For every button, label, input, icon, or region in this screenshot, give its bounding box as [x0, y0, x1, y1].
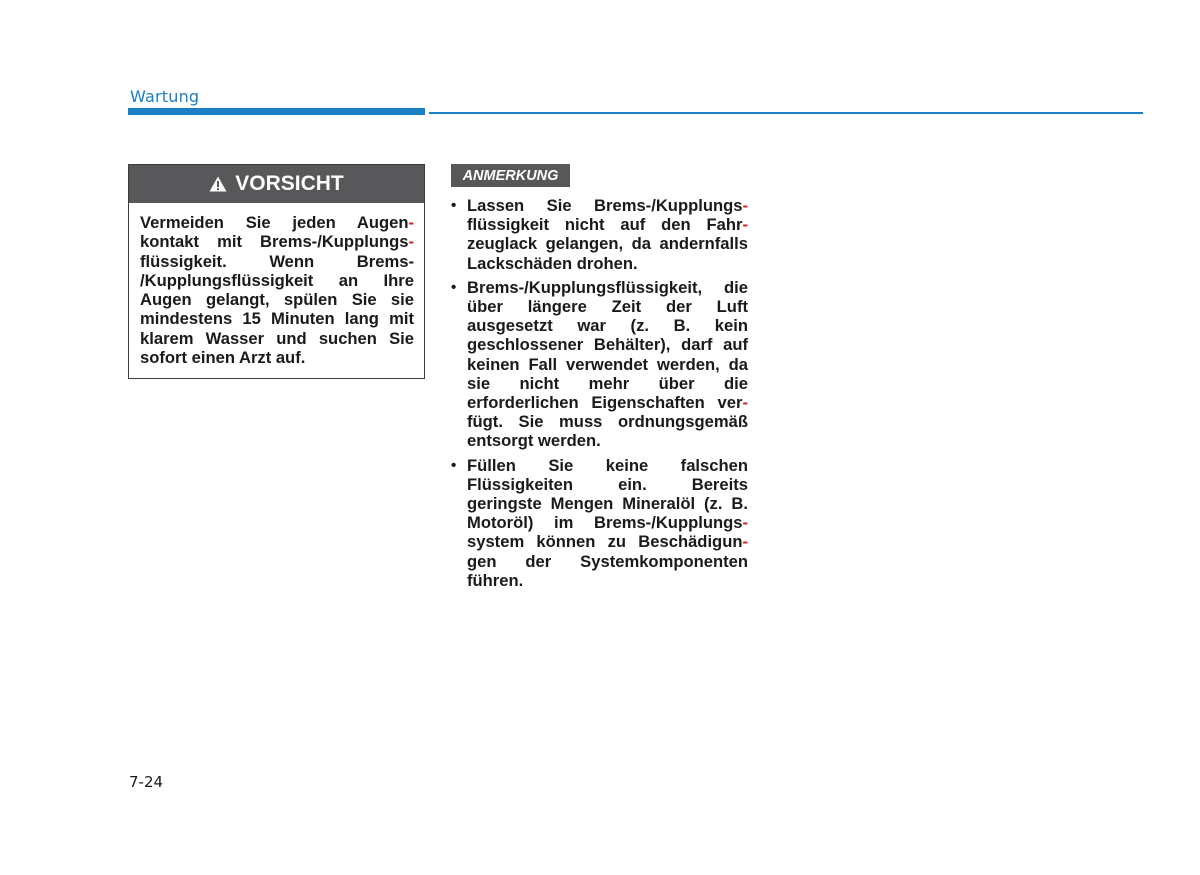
text-line	[467, 316, 748, 335]
text-line-content: /Kupplungsflüssigkeit an Ihre	[140, 270, 414, 290]
hyphen-mark: -	[742, 215, 748, 235]
section-title: Wartung	[130, 87, 200, 106]
text-line	[467, 335, 748, 354]
text-line-content: erforderlichen Eigenschaften ver	[467, 393, 743, 413]
text-line-content: Motoröl) im Brems-/Kupplungs	[467, 513, 743, 533]
bullet-icon: •	[451, 456, 457, 474]
text-line-content: Brems-/Kupplungsflüssigkeit, die	[467, 277, 748, 297]
hyphen-mark: -	[742, 393, 748, 413]
text-line-content: zeuglack gelangen, da andernfalls	[467, 234, 748, 254]
text-line-content: keinen Fall verwendet werden, da	[467, 354, 748, 374]
hyphen-mark: -	[742, 513, 748, 533]
text-line-content: Füllen Sie keine falschen	[467, 455, 748, 475]
page-number: 7-24	[129, 773, 164, 791]
text-line	[467, 552, 748, 571]
text-line-content: entsorgt werden.	[467, 431, 601, 451]
text-line-content: Augen gelangt, spülen Sie sie	[140, 290, 414, 310]
caution-header	[129, 165, 424, 203]
text-line-content: sofort einen Arzt auf.	[140, 348, 306, 368]
text-line	[140, 348, 414, 367]
text-line	[467, 355, 748, 374]
text-line-content: sie nicht mehr über die	[467, 373, 748, 393]
text-line	[467, 278, 748, 297]
text-line	[467, 532, 748, 551]
bullet-icon: •	[451, 197, 457, 214]
text-line-content: gen der Systemkomponenten	[467, 551, 748, 571]
text-line-content: Lackschäden drohen.	[467, 253, 638, 273]
text-line	[467, 513, 748, 532]
text-line	[467, 393, 748, 412]
text-line	[140, 213, 414, 232]
text-line	[467, 215, 748, 234]
text-line	[140, 290, 414, 309]
text-line-content: flüssigkeit nicht auf den Fahr	[467, 215, 743, 235]
text-line	[467, 431, 748, 450]
text-line	[467, 374, 748, 393]
caution-box	[128, 164, 425, 379]
text-line-content: mindestens 15 Minuten lang mit	[140, 309, 414, 329]
header-rule-thick	[128, 108, 425, 115]
text-line	[467, 571, 748, 590]
note-list	[451, 196, 748, 595]
hyphen-mark: -	[408, 232, 414, 252]
warning-triangle-icon	[209, 176, 227, 192]
caution-heading: VORSICHT	[235, 172, 344, 195]
hyphen-mark: -	[742, 196, 748, 215]
text-line	[467, 456, 748, 475]
text-line-content: ausgesetzt war (z. B. kein	[467, 316, 748, 336]
text-line	[140, 329, 414, 348]
text-line-content: führen.	[467, 570, 524, 590]
text-line	[467, 297, 748, 316]
text-line	[467, 234, 748, 253]
text-line	[140, 309, 414, 328]
text-line-content: klarem Wasser und suchen Sie	[140, 328, 414, 348]
header-rule-thin	[429, 112, 1143, 114]
note-label: ANMERKUNG	[451, 164, 570, 187]
note-list-item	[451, 278, 748, 451]
text-line-content: fügt. Sie muss ordnungsgemäß	[467, 412, 748, 432]
caution-text	[129, 203, 424, 367]
text-line	[467, 475, 748, 494]
bullet-icon: •	[451, 278, 457, 296]
text-line	[140, 252, 414, 271]
text-line-content: geringste Mengen Mineralöl (z. B.	[467, 494, 748, 514]
text-line-content: flüssigkeit. Wenn Brems-	[140, 251, 414, 271]
text-line-content: kontakt mit Brems-/Kupplungs	[140, 232, 409, 252]
text-line	[467, 196, 748, 215]
text-line	[140, 271, 414, 290]
text-line-content: Lassen Sie Brems-/Kupplungs	[467, 196, 743, 215]
text-line-content: geschlossener Behälter), darf auf	[467, 335, 748, 355]
text-line-content: Vermeiden Sie jeden Augen	[140, 213, 409, 232]
hyphen-mark: -	[408, 213, 414, 232]
text-line	[467, 254, 748, 273]
note-list-item	[451, 196, 748, 273]
hyphen-mark: -	[742, 532, 748, 552]
text-line-content: system können zu Beschädigun	[467, 532, 743, 552]
text-line	[140, 232, 414, 251]
text-line	[467, 494, 748, 513]
text-line-content: über längere Zeit der Luft	[467, 297, 748, 317]
note-list-item	[451, 456, 748, 590]
text-line-content: Flüssigkeiten ein. Bereits	[467, 474, 748, 494]
text-line	[467, 412, 748, 431]
